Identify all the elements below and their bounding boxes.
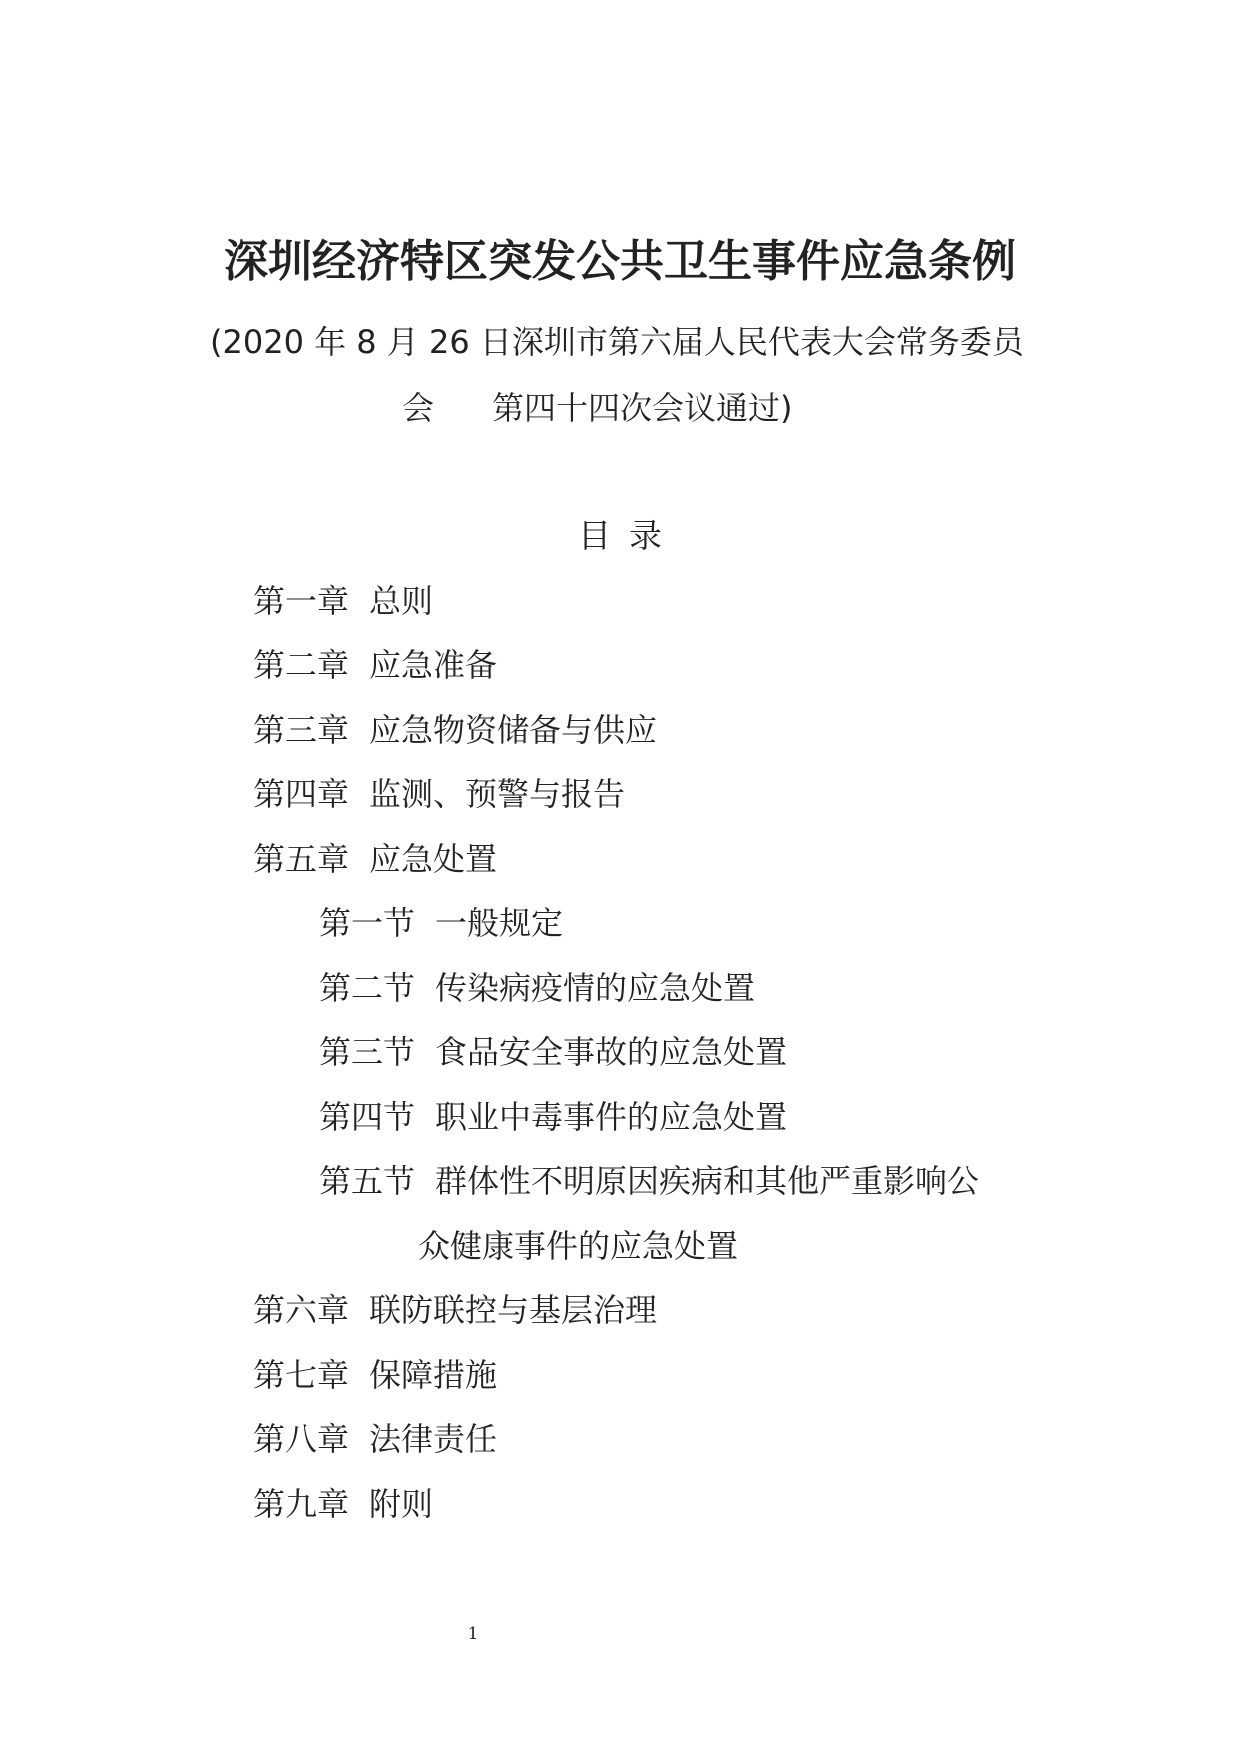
page-number: 1 bbox=[467, 1624, 479, 1644]
toc-chapter-3 bbox=[253, 708, 657, 752]
toc-item-title: 附则 bbox=[369, 1485, 434, 1523]
toc-item-title: 传染病疫情的应急处置 bbox=[435, 969, 756, 1007]
toc-chapter-7 bbox=[253, 1353, 497, 1397]
toc-item-title: 应急准备 bbox=[369, 646, 498, 684]
toc-item-title: 法律责任 bbox=[369, 1420, 498, 1458]
toc-item-title: 应急物资储备与供应 bbox=[369, 711, 658, 749]
toc-chapter-5 bbox=[253, 837, 497, 881]
toc-item-number: 第三章 bbox=[253, 711, 350, 749]
toc-item-title: 众健康事件的应急处置 bbox=[418, 1227, 739, 1265]
toc-item-number: 第一章 bbox=[253, 582, 350, 620]
toc-section-3 bbox=[319, 1030, 787, 1074]
toc-item-number: 第七章 bbox=[253, 1356, 350, 1394]
toc-heading: 目录 bbox=[578, 516, 680, 555]
toc-item-title: 保障措施 bbox=[369, 1356, 498, 1394]
toc-item-title: 食品安全事故的应急处置 bbox=[435, 1033, 788, 1071]
toc-item-number: 第三节 bbox=[319, 1033, 416, 1071]
subtitle-line-2-part-b: 第四十四次会议通过) bbox=[492, 389, 793, 427]
toc-section-4 bbox=[319, 1095, 787, 1139]
toc-item-title: 总则 bbox=[369, 582, 434, 620]
toc-chapter-9 bbox=[253, 1482, 433, 1526]
toc-section-1 bbox=[319, 901, 563, 945]
toc-section-2 bbox=[319, 966, 755, 1010]
toc-item-title: 监测、预警与报告 bbox=[369, 775, 626, 813]
toc-item-number: 第五章 bbox=[253, 840, 350, 878]
toc-chapter-8 bbox=[253, 1417, 497, 1461]
toc-item-title: 群体性不明原因疾病和其他严重影响公 bbox=[435, 1162, 980, 1200]
document-subtitle-line-2 bbox=[402, 386, 793, 430]
document-subtitle-line-1: (2020 年 8 月 26 日深圳市第六届人民代表大会常务委员 bbox=[210, 323, 1024, 361]
toc-chapter-6 bbox=[253, 1288, 657, 1332]
toc-section-5-continuation bbox=[418, 1224, 738, 1268]
toc-item-number: 第一节 bbox=[319, 904, 416, 942]
toc-item-number: 第二章 bbox=[253, 646, 350, 684]
toc-item-title: 职业中毒事件的应急处置 bbox=[435, 1098, 788, 1136]
toc-chapter-4 bbox=[253, 772, 625, 816]
toc-chapter-2 bbox=[253, 643, 497, 687]
toc-item-title: 一般规定 bbox=[435, 904, 564, 942]
toc-item-title: 联防联控与基层治理 bbox=[369, 1291, 658, 1329]
toc-item-number: 第四节 bbox=[319, 1098, 416, 1136]
toc-item-number: 第二节 bbox=[319, 969, 416, 1007]
document-title: 深圳经济特区突发公共卫生事件应急条例 bbox=[224, 236, 1016, 287]
toc-chapter-1 bbox=[253, 579, 433, 623]
subtitle-line-2-part-a: 会 bbox=[402, 389, 435, 427]
toc-item-number: 第六章 bbox=[253, 1291, 350, 1329]
toc-item-number: 第九章 bbox=[253, 1485, 350, 1523]
toc-item-number: 第五节 bbox=[319, 1162, 416, 1200]
toc-item-title: 应急处置 bbox=[369, 840, 498, 878]
toc-section-5 bbox=[319, 1159, 979, 1203]
toc-item-number: 第四章 bbox=[253, 775, 350, 813]
toc-item-number: 第八章 bbox=[253, 1420, 350, 1458]
